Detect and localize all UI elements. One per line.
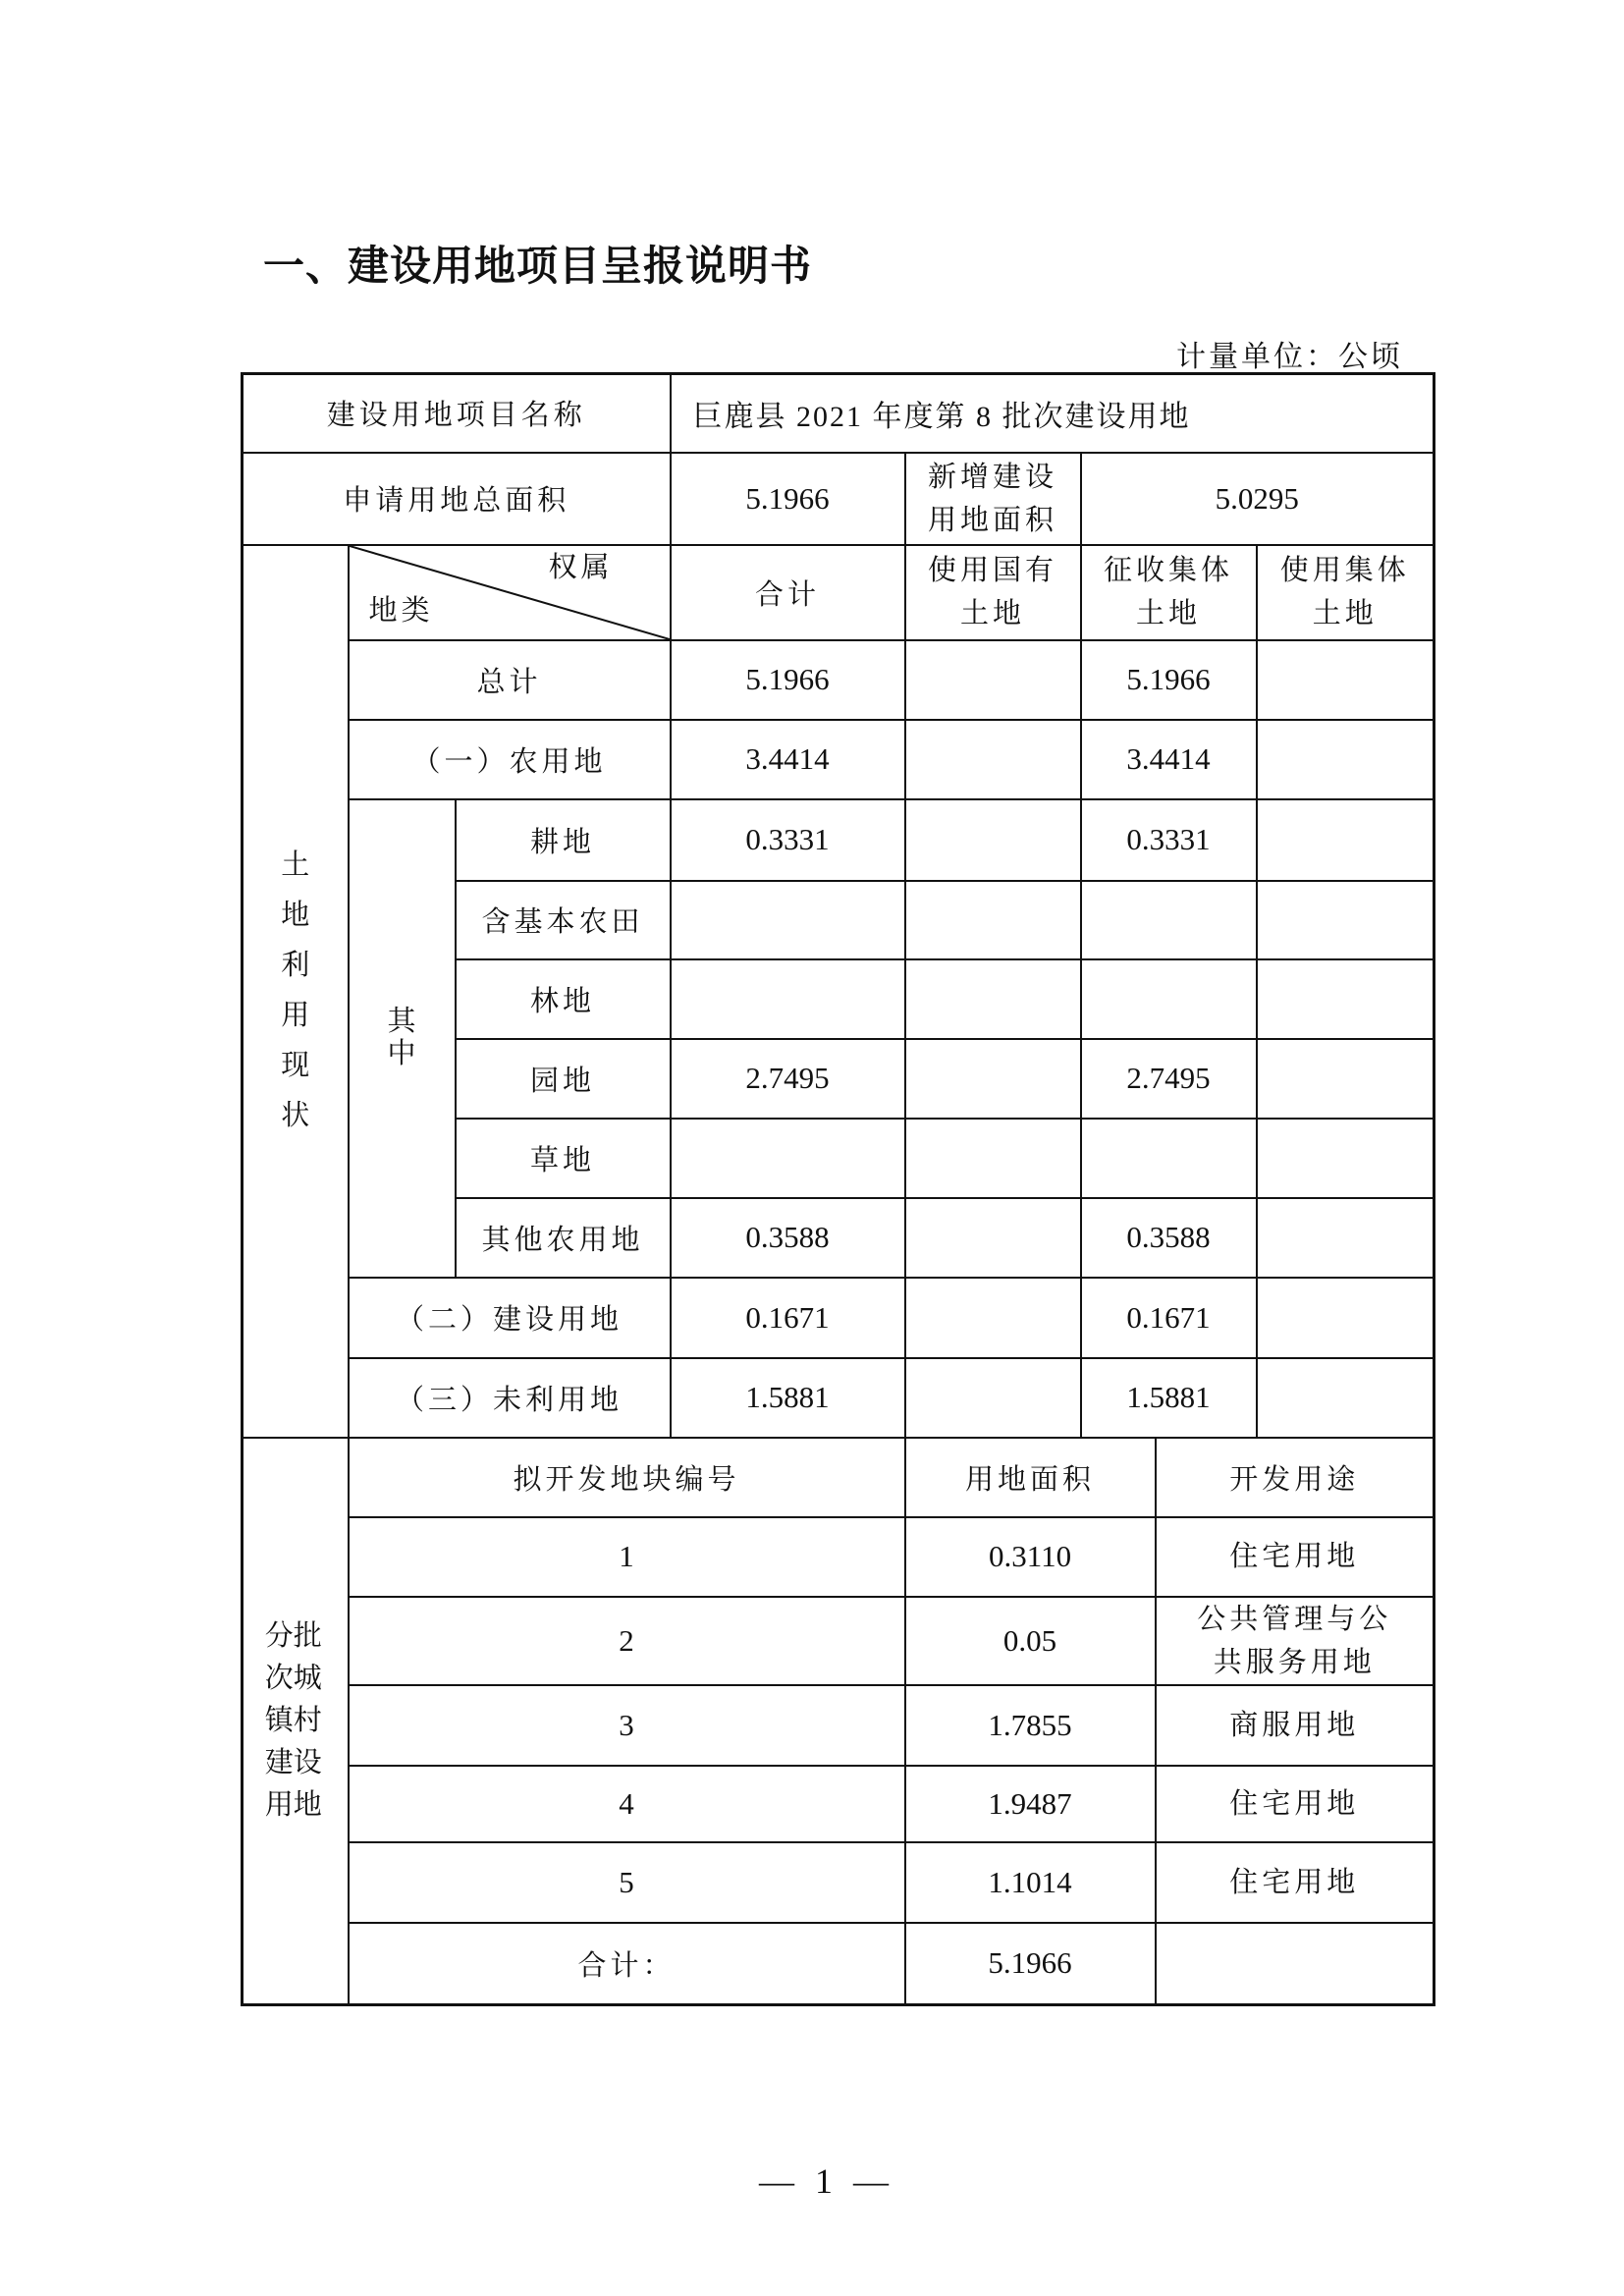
state-owned-header-cell bbox=[905, 545, 1081, 640]
plot-area: 0.3110 bbox=[905, 1517, 1156, 1597]
land-use-section-cell bbox=[243, 545, 349, 1438]
land-use-row-label: 含基本农田 bbox=[456, 881, 671, 959]
plot-no: 2 bbox=[349, 1597, 905, 1685]
new-area-label: 新增建设用地面积 bbox=[928, 461, 1058, 536]
area-header: 用地面积 bbox=[905, 1438, 1156, 1517]
subgroup-label: 其中 bbox=[387, 1006, 416, 1069]
land-use-total bbox=[671, 1119, 905, 1198]
land-use-state-owned bbox=[905, 799, 1081, 881]
land-use-form-table bbox=[241, 372, 1435, 2006]
land-use-collective-acquired: 5.1966 bbox=[1081, 640, 1257, 720]
land-use-row bbox=[243, 799, 1435, 881]
plot-no: 4 bbox=[349, 1766, 905, 1842]
land-type-header: 地类 bbox=[368, 594, 434, 627]
land-use-collective-acquired: 2.7495 bbox=[1081, 1039, 1257, 1119]
land-use-header-row bbox=[243, 545, 1435, 640]
land-use-total: 2.7495 bbox=[671, 1039, 905, 1119]
unit-note: 计量单位：公顷 bbox=[1176, 341, 1403, 373]
total-header: 合计 bbox=[671, 545, 905, 640]
area-row bbox=[243, 453, 1435, 545]
plot-purpose-cell bbox=[1156, 1597, 1435, 1685]
plot-area: 1.7855 bbox=[905, 1685, 1156, 1766]
land-use-collective-acquired bbox=[1081, 959, 1257, 1039]
new-area-label-cell bbox=[905, 453, 1081, 545]
land-use-collective-used bbox=[1257, 1039, 1435, 1119]
new-area-value: 5.0295 bbox=[1081, 453, 1435, 545]
land-use-row-label: 园地 bbox=[456, 1039, 671, 1119]
land-use-total: 0.3331 bbox=[671, 799, 905, 881]
land-use-collective-used bbox=[1257, 959, 1435, 1039]
land-use-total: 1.5881 bbox=[671, 1358, 905, 1438]
plot-area: 1.1014 bbox=[905, 1842, 1156, 1923]
collective-acquired-header-cell bbox=[1081, 545, 1257, 640]
land-use-state-owned bbox=[905, 1198, 1081, 1278]
land-use-total bbox=[671, 881, 905, 959]
batch-row bbox=[243, 1597, 1435, 1685]
land-use-row-label: （二）建设用地 bbox=[349, 1278, 671, 1358]
diagonal-header-cell bbox=[349, 545, 671, 640]
land-use-row-label: 草地 bbox=[456, 1119, 671, 1198]
land-use-state-owned bbox=[905, 1119, 1081, 1198]
state-owned-header: 使用国有土地 bbox=[928, 555, 1058, 629]
batch-row bbox=[243, 1842, 1435, 1923]
plot-purpose: 住宅用地 bbox=[1229, 1787, 1360, 1820]
land-use-collective-used bbox=[1257, 1358, 1435, 1438]
total-area-label: 申请用地总面积 bbox=[243, 453, 671, 545]
batch-section-label: 分批次城镇村建设用地 bbox=[264, 1619, 322, 1821]
land-use-collective-used bbox=[1257, 1198, 1435, 1278]
plot-area: 1.9487 bbox=[905, 1766, 1156, 1842]
land-use-row bbox=[243, 1278, 1435, 1358]
land-use-row-label: 耕地 bbox=[456, 799, 671, 881]
land-use-row-label: （三）未利用地 bbox=[349, 1358, 671, 1438]
land-use-row-label: 其他农用地 bbox=[456, 1198, 671, 1278]
land-use-collective-used bbox=[1257, 799, 1435, 881]
plot-purpose: 商服用地 bbox=[1229, 1709, 1360, 1741]
land-use-collective-used bbox=[1257, 881, 1435, 959]
land-use-total: 5.1966 bbox=[671, 640, 905, 720]
plot-purpose-cell bbox=[1156, 1517, 1435, 1597]
land-use-total: 0.1671 bbox=[671, 1278, 905, 1358]
land-use-state-owned bbox=[905, 881, 1081, 959]
batch-row bbox=[243, 1766, 1435, 1842]
land-use-state-owned bbox=[905, 1039, 1081, 1119]
land-use-row-label: （一）农用地 bbox=[349, 720, 671, 799]
collective-acquired-header: 征收集体土地 bbox=[1104, 555, 1234, 629]
land-use-collective-used bbox=[1257, 1119, 1435, 1198]
batch-row bbox=[243, 1517, 1435, 1597]
land-use-total: 0.3588 bbox=[671, 1198, 905, 1278]
land-use-collective-used bbox=[1257, 1278, 1435, 1358]
land-use-total: 3.4414 bbox=[671, 720, 905, 799]
plot-purpose-cell bbox=[1156, 1766, 1435, 1842]
plot-purpose-cell bbox=[1156, 1842, 1435, 1923]
collective-used-header-cell bbox=[1257, 545, 1435, 640]
batch-total-row bbox=[243, 1923, 1435, 2005]
batch-section-cell bbox=[243, 1438, 349, 2005]
land-use-collective-acquired: 0.3331 bbox=[1081, 799, 1257, 881]
land-use-collective-acquired: 3.4414 bbox=[1081, 720, 1257, 799]
land-use-collective-acquired bbox=[1081, 881, 1257, 959]
plot-purpose-cell bbox=[1156, 1685, 1435, 1766]
land-use-row bbox=[243, 720, 1435, 799]
batch-total-label: 合计： bbox=[349, 1923, 905, 2005]
land-use-state-owned bbox=[905, 720, 1081, 799]
land-use-collective-acquired: 0.1671 bbox=[1081, 1278, 1257, 1358]
project-name-value: 巨鹿县 2021 年度第 8 批次建设用地 bbox=[671, 374, 1435, 453]
land-use-collective-acquired: 1.5881 bbox=[1081, 1358, 1257, 1438]
land-use-total bbox=[671, 959, 905, 1039]
land-use-section-label: 土地利用现状 bbox=[281, 849, 310, 1131]
batch-total-purpose bbox=[1156, 1923, 1435, 2005]
land-use-collective-acquired bbox=[1081, 1119, 1257, 1198]
land-use-row bbox=[243, 640, 1435, 720]
plot-no: 3 bbox=[349, 1685, 905, 1766]
plot-area: 0.05 bbox=[905, 1597, 1156, 1685]
land-use-collective-used bbox=[1257, 640, 1435, 720]
project-name-label: 建设用地项目名称 bbox=[243, 374, 671, 453]
plot-no-header: 拟开发地块编号 bbox=[349, 1438, 905, 1517]
collective-used-header: 使用集体土地 bbox=[1279, 555, 1410, 629]
land-use-row bbox=[243, 1358, 1435, 1438]
land-use-collective-acquired: 0.3588 bbox=[1081, 1198, 1257, 1278]
page-number: — 1 — bbox=[759, 2161, 894, 2201]
batch-header-row bbox=[243, 1438, 1435, 1517]
subgroup-cell bbox=[349, 799, 456, 1278]
plot-purpose: 住宅用地 bbox=[1229, 1541, 1360, 1572]
plot-purpose: 公共管理与公共服务用地 bbox=[1197, 1603, 1392, 1678]
plot-no: 1 bbox=[349, 1517, 905, 1597]
plot-no: 5 bbox=[349, 1842, 905, 1923]
land-use-row-label: 林地 bbox=[456, 959, 671, 1039]
purpose-header: 开发用途 bbox=[1156, 1438, 1435, 1517]
total-area-value: 5.1966 bbox=[671, 453, 905, 545]
page-title: 一、建设用地项目呈报说明书 bbox=[263, 245, 813, 290]
land-use-state-owned bbox=[905, 959, 1081, 1039]
land-use-state-owned bbox=[905, 1278, 1081, 1358]
ownership-header: 权属 bbox=[548, 551, 614, 583]
land-use-state-owned bbox=[905, 640, 1081, 720]
land-use-state-owned bbox=[905, 1358, 1081, 1438]
land-use-collective-used bbox=[1257, 720, 1435, 799]
project-name-row bbox=[243, 374, 1435, 453]
batch-total-area: 5.1966 bbox=[905, 1923, 1156, 2005]
land-use-row-label: 总计 bbox=[349, 640, 671, 720]
batch-row bbox=[243, 1685, 1435, 1766]
plot-purpose: 住宅用地 bbox=[1229, 1866, 1360, 1898]
